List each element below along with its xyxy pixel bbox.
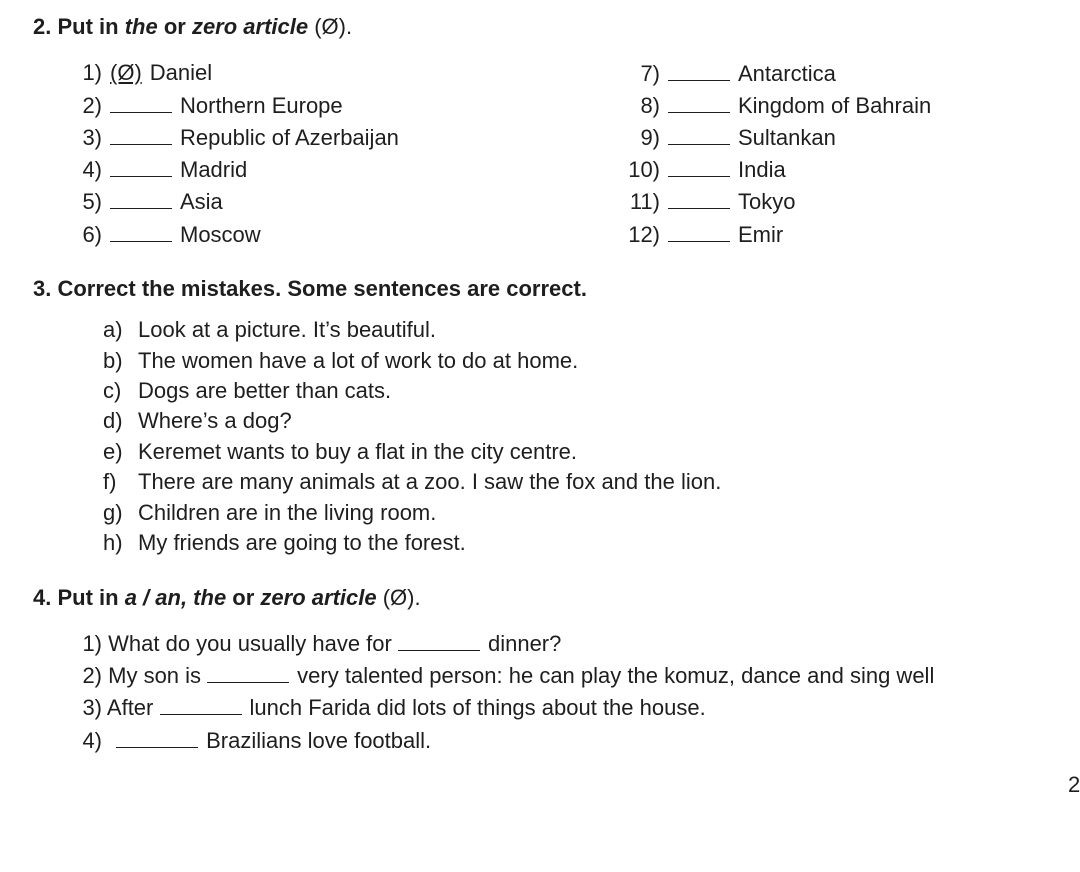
item-text: Republic of Azerbaijan [180, 125, 399, 150]
item-text-before: After [106, 695, 154, 720]
title-part: Put in [57, 14, 125, 39]
section-4-number: 4. [33, 585, 52, 610]
item-text-after: Brazilians love football. [206, 728, 432, 753]
item-letter: a) [103, 317, 123, 342]
item-text-before: What do you usually have for [108, 631, 392, 656]
item-text: India [738, 157, 786, 182]
item-letter: c) [103, 378, 122, 403]
item-number: 6) [82, 222, 102, 247]
exercise-3-item-f [103, 467, 721, 497]
item-text-after: dinner? [487, 631, 562, 656]
title-part: or [157, 14, 192, 39]
item-text: Keremet wants to buy a flat in the city centre. [138, 439, 577, 464]
exercise-2-item-12 [620, 219, 783, 249]
exercise-3-item-c [103, 376, 391, 406]
item-letter: g) [103, 500, 123, 525]
title-part: Put in [57, 585, 125, 610]
exercise-4-item-2 [62, 660, 934, 690]
section-4-title [33, 585, 421, 611]
item-text: Moscow [180, 222, 261, 247]
title-part: the [124, 14, 158, 39]
exercise-2-item-8 [620, 90, 931, 120]
item-text-before: My son is [108, 663, 202, 688]
item-number: 9) [640, 125, 660, 150]
answer-blank[interactable] [668, 122, 730, 145]
answer-example: (Ø) [110, 60, 142, 85]
section-2-title [33, 14, 352, 40]
exercise-2-item-7 [620, 58, 836, 88]
exercise-2-item-4 [62, 154, 247, 184]
item-letter: d) [103, 408, 123, 433]
exercise-4-item-4 [62, 725, 431, 755]
item-text: My friends are going to the forest. [138, 530, 466, 555]
item-text: Northern Europe [180, 93, 343, 118]
exercise-2-item-9 [620, 122, 836, 152]
item-letter: f) [103, 469, 117, 494]
answer-blank[interactable] [668, 219, 730, 242]
item-number: 1) [82, 631, 102, 656]
item-number: 10) [628, 157, 660, 182]
item-text: Emir [738, 222, 784, 247]
item-number: 7) [640, 61, 660, 86]
item-letter: e) [103, 439, 123, 464]
item-text: There are many animals at a zoo. I saw the fox and the lion. [138, 469, 722, 494]
item-number: 4) [82, 157, 102, 182]
item-text: Look at a picture. It’s beautiful. [138, 317, 436, 342]
answer-blank[interactable] [110, 154, 172, 177]
exercise-3-item-h [103, 528, 466, 558]
item-number: 3) [82, 695, 102, 720]
answer-blank[interactable] [207, 660, 289, 683]
item-number: 4) [82, 728, 102, 753]
exercise-2-item-10 [620, 154, 786, 184]
answer-blank[interactable] [668, 154, 730, 177]
item-text: Sultankan [738, 125, 836, 150]
answer-blank[interactable] [116, 725, 198, 748]
exercise-3-item-a [103, 315, 436, 345]
item-text: Antarctica [738, 61, 836, 86]
item-letter: h) [103, 530, 123, 555]
answer-blank[interactable] [668, 90, 730, 113]
item-number: 1) [82, 60, 102, 85]
title-part: zero article [191, 14, 309, 39]
item-number: 2) [82, 93, 102, 118]
title-part: or [226, 585, 261, 610]
item-text: Daniel [149, 60, 213, 85]
answer-blank[interactable] [110, 122, 172, 145]
title-part: (Ø). [314, 14, 353, 39]
answer-blank[interactable] [110, 186, 172, 209]
title-part: (Ø). [382, 585, 421, 610]
item-number: 11) [629, 189, 660, 214]
answer-blank[interactable] [160, 692, 242, 715]
item-number: 2) [82, 663, 102, 688]
answer-blank[interactable] [668, 186, 730, 209]
exercise-4-item-1 [62, 628, 561, 658]
exercise-3-item-b [103, 346, 578, 376]
exercise-2-item-6 [62, 219, 261, 249]
section-3-title: 3. Correct the mistakes. Some sentences are correct. [33, 276, 587, 301]
exercise-2-item-11 [620, 186, 795, 216]
item-number: 12) [628, 222, 660, 247]
item-text-after: lunch Farida did lots of things about the house. [249, 695, 706, 720]
item-text: Kingdom of Bahrain [738, 93, 932, 118]
exercise-2-item-5 [62, 186, 223, 216]
page-number: 2 [1068, 772, 1080, 797]
item-text: Asia [180, 189, 223, 214]
exercise-2-item-1 [62, 58, 212, 88]
item-text: Tokyo [738, 189, 796, 214]
exercise-2-item-2 [62, 90, 343, 120]
item-number: 8) [640, 93, 660, 118]
item-letter: b) [103, 348, 123, 373]
item-text: The women have a lot of work to do at home. [138, 348, 579, 373]
title-part: a / an, the [124, 585, 227, 610]
title-part: zero article [260, 585, 377, 610]
answer-blank[interactable] [110, 219, 172, 242]
item-text: Children are in the living room. [138, 500, 437, 525]
item-text-after: very talented person: he can play the komuz, dance and sing well [297, 663, 935, 688]
exercise-3-item-e [103, 437, 577, 467]
exercise-2-item-3 [62, 122, 399, 152]
exercise-4-item-3 [62, 692, 706, 722]
exercise-3-item-d [103, 406, 292, 436]
answer-blank[interactable] [668, 58, 730, 81]
answer-blank[interactable] [110, 90, 172, 113]
item-text: Madrid [180, 157, 248, 182]
answer-blank[interactable] [398, 628, 480, 651]
item-number: 3) [82, 125, 102, 150]
exercise-3-item-g [103, 498, 436, 528]
item-text: Dogs are better than cats. [138, 378, 392, 403]
item-number: 5) [82, 189, 102, 214]
item-text: Where’s a dog? [138, 408, 292, 433]
section-2-number: 2. [33, 14, 52, 39]
